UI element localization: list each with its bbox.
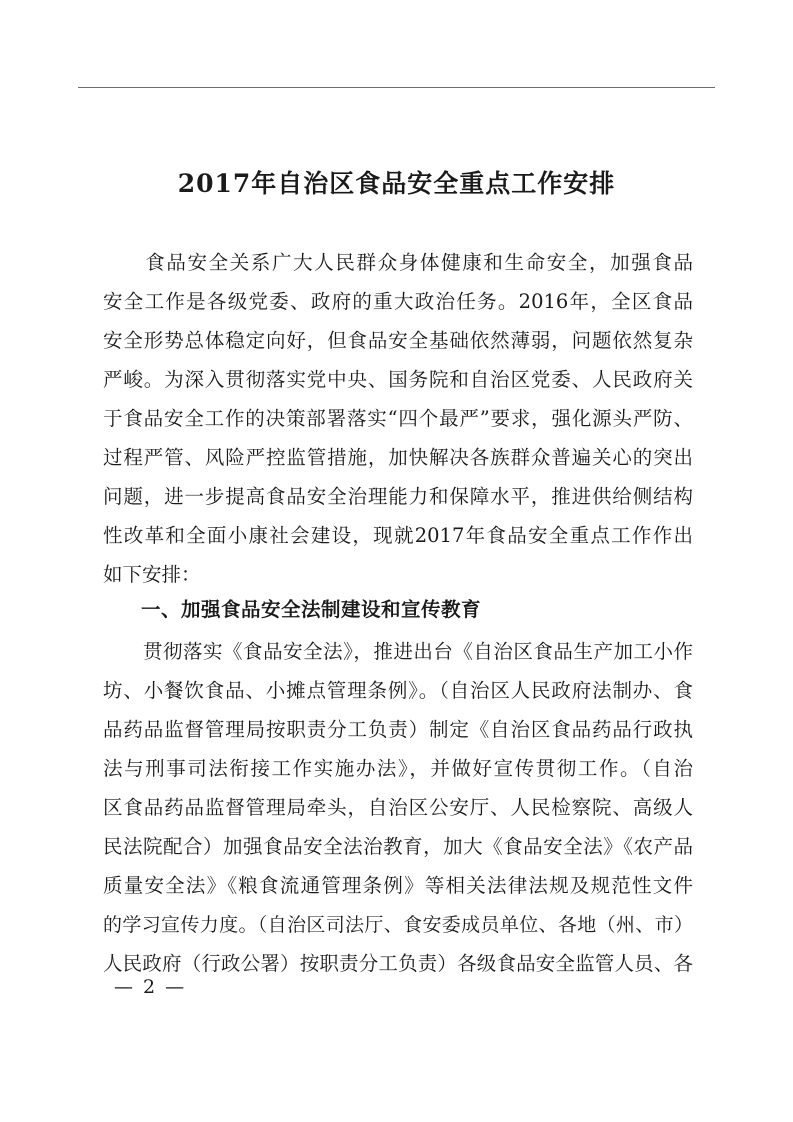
paragraph-line: 严峻。为深入贯彻落实党中央、国务院和自治区党委、人民政府关 <box>103 368 693 391</box>
paragraph-line: 问题，进一步提高食品安全治理能力和保障水平，推进供给侧结构 <box>103 485 693 508</box>
page-number: — 2 — <box>114 976 187 998</box>
paragraph-line: 性改革和全面小康社会建设，现就2017年食品安全重点工作作出 <box>103 524 693 547</box>
paragraph-line: 质量安全法》《粮食流通管理条例》等相关法律法规及规范性文件 <box>103 874 693 897</box>
paragraph-line: 如下安排： <box>103 563 201 586</box>
paragraph-line: 品药品监督管理局按职责分工负责）制定《自治区食品药品行政执 <box>103 718 693 741</box>
paragraph-line: 坊、小餐饮食品、小摊点管理条例》。（自治区人民政府法制办、食 <box>103 679 693 702</box>
document-title: 2017年自治区食品安全重点工作安排 <box>177 169 616 198</box>
paragraph-line: 民法院配合）加强食品安全法治教育，加大《食品安全法》《农产品 <box>103 835 693 858</box>
paragraph-line: 过程严管、风险严控监管措施，加快解决各族群众普遍关心的突出 <box>103 446 693 469</box>
paragraph-line: 安全工作是各级党委、政府的重大政治任务。2016年，全区食品 <box>103 290 693 313</box>
paragraph-line: 于食品安全工作的决策部署落实“四个最严”要求，强化源头严防、 <box>103 407 693 430</box>
paragraph-line: 区食品药品监督管理局牵头，自治区公安厅、人民检察院、高级人 <box>103 796 693 819</box>
paragraph-line: 法与刑事司法衔接工作实施办法》，并做好宣传贯彻工作。（自治 <box>103 757 693 780</box>
section-heading: 一、加强食品安全法制建设和宣传教育 <box>141 598 482 621</box>
header-rule <box>78 87 715 88</box>
paragraph-line: 贯彻落实《食品安全法》，推进出台《自治区食品生产加工小作 <box>103 640 693 663</box>
paragraph-line: 的学习宣传力度。（自治区司法厅、食安委成员单位、各地（州、市） <box>103 914 693 936</box>
paragraph-line: 安全形势总体稳定向好，但食品安全基础依然薄弱，问题依然复杂 <box>103 329 693 352</box>
paragraph-line: 食品安全关系广大人民群众身体健康和生命安全，加强食品 <box>103 251 693 274</box>
paragraph-line: 人民政府（行政公署）按职责分工负责）各级食品安全监管人员、各 <box>103 952 693 975</box>
